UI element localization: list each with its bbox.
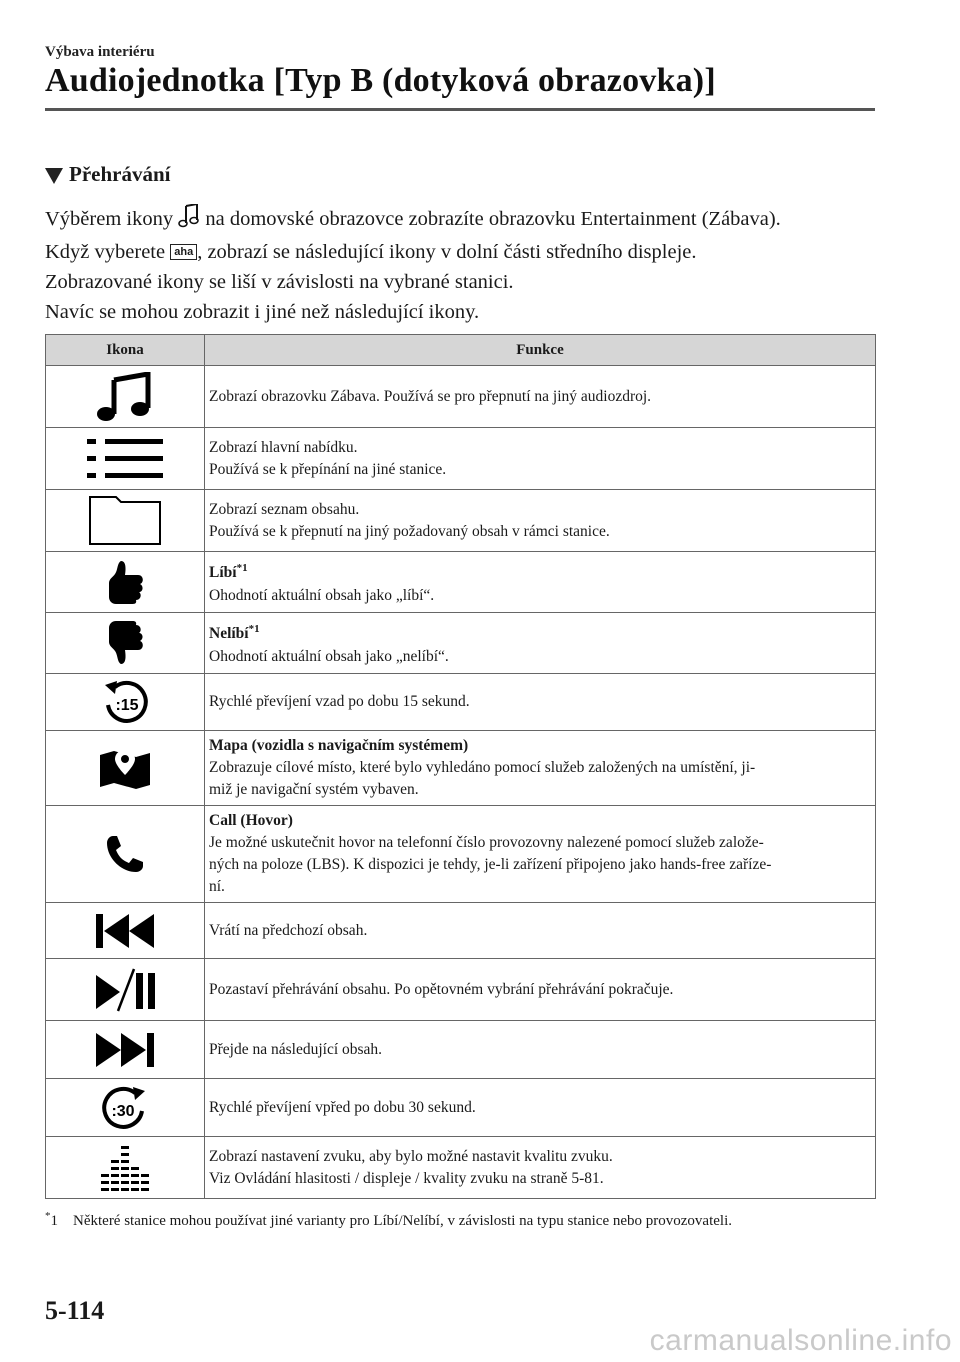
previous-track-icon (46, 903, 205, 959)
desc-line: Používá se k přepínání na jiné stanice. (209, 460, 447, 478)
intro-text (45, 204, 875, 327)
table-row (46, 1021, 876, 1079)
row-description (205, 1021, 876, 1079)
desc-line: miž je navigační systém vybaven. (209, 781, 419, 798)
desc-line: Používá se k přepnutí na jiný požadovaný obsah v rámci stanice. (209, 522, 610, 540)
desc-line: Zobrazuje cílové místo, které bylo vyhledáno pomocí služeb založených na umístění, ji- (209, 759, 756, 776)
row-description (205, 1079, 876, 1137)
footnote-text: Některé stanice mohou používat jiné varianty pro Líbí/Nelíbí, v závislosti na typu stanice nebo provozovateli. (73, 1213, 732, 1229)
play-pause-icon (46, 959, 205, 1021)
desc-line: Rychlé převíjení vpřed po dobu 30 sekund. (209, 1098, 476, 1116)
desc-line: Pozastaví přehrávání obsahu. Po opětovném vybrání přehrávání pokračuje. (209, 980, 674, 998)
row-description (205, 613, 876, 674)
table-row (46, 366, 876, 428)
equalizer-icon (46, 1137, 205, 1199)
desc-line: Přejde na následující obsah. (209, 1040, 383, 1058)
footnote-ref: *1 (236, 562, 248, 575)
row-description (205, 731, 876, 806)
intro-line-4: Navíc se mohou zobrazit i jiné než následující ikony. (45, 301, 480, 323)
intro-line-2 (45, 237, 875, 267)
footnote-ref: *1 (248, 623, 260, 636)
table-row (46, 806, 876, 903)
desc-line: Je možné uskutečnit hovor na telefonní číslo provozovny nalezené pomocí služeb založe- (209, 834, 764, 851)
folder-icon (46, 490, 205, 552)
section-heading (45, 162, 170, 187)
row-description (205, 674, 876, 731)
list-menu-icon (46, 428, 205, 490)
row-description (205, 903, 876, 959)
table-row (46, 903, 876, 959)
intro-line-3: Zobrazované ikony se liší v závislosti na vybrané stanici. (45, 271, 514, 293)
thumbs-up-icon (46, 552, 205, 613)
intro-line-2-end: , zobrazí se následující ikony v dolní části středního displeje. (197, 241, 697, 263)
row-title-text: Líbí (209, 564, 237, 582)
desc-line: Viz Ovládání hlasitosti / displeje / kvality zvuku na straně 5-81. (209, 1169, 604, 1187)
desc-line: Ohodnotí aktuální obsah jako „líbí“. (209, 586, 435, 604)
watermark: carmanualsonline.info (649, 1324, 952, 1357)
footnote-mark: * (45, 1210, 51, 1222)
desc-line: Zobrazí nastavení zvuku, aby bylo možné nastavit kvalitu zvuku. (209, 1147, 613, 1165)
next-track-icon (46, 1021, 205, 1079)
table-row (46, 552, 876, 613)
intro-line-1-end: na domovské obrazovce zobrazíte obrazovku Entertainment (Zábava). (205, 208, 781, 230)
table-row (46, 959, 876, 1021)
desc-line: ní. (209, 878, 225, 895)
row-description (205, 366, 876, 428)
row-description (205, 552, 876, 613)
intro-line-1 (45, 204, 875, 237)
map-icon (46, 731, 205, 806)
rewind-15-icon (46, 674, 205, 731)
row-title: Call (Hovor) (209, 812, 293, 829)
thumbs-down-icon (46, 613, 205, 674)
table-row (46, 428, 876, 490)
table-row (46, 613, 876, 674)
forward-30-icon (46, 1079, 205, 1137)
page-title: Audiojednotka [Typ B (dotyková obrazovka)] (45, 62, 716, 99)
desc-line: Zobrazí seznam obsahu. (209, 500, 360, 518)
desc-line: ných na poloze (LBS). K dispozici je tehdy, je-li zařízení připojeno jako hands-free zaříze- (209, 856, 772, 873)
music-note-icon (178, 204, 200, 237)
desc-line: Vrátí na předchozí obsah. (209, 921, 368, 939)
footnote (45, 1210, 732, 1230)
row-title (209, 557, 867, 584)
row-description (205, 490, 876, 552)
row-description (205, 1137, 876, 1199)
table-row (46, 490, 876, 552)
intro-line-1-start: Výběrem ikony (45, 208, 174, 230)
table-header-row (46, 335, 876, 366)
desc-line: Zobrazí obrazovku Zábava. Používá se pro přepnutí na jiný audiozdroj. (209, 387, 652, 405)
table-row (46, 674, 876, 731)
desc-line: Zobrazí hlavní nabídku. (209, 438, 358, 456)
triangle-bullet-icon (45, 168, 63, 184)
intro-line-2-start: Když vyberete (45, 241, 166, 263)
row-title: Mapa (vozidla s navigačním systémem) (209, 737, 469, 754)
row-title (209, 618, 867, 645)
desc-line: Rychlé převíjení vzad po dobu 15 sekund. (209, 693, 470, 710)
table-row (46, 1079, 876, 1137)
footnote-number: 1 (50, 1213, 58, 1229)
header-function: Funkce (205, 335, 876, 366)
breadcrumb: Výbava interiéru (45, 44, 155, 60)
icon-function-table (45, 334, 876, 1199)
page-number: 5-114 (45, 1296, 105, 1325)
phone-icon (46, 806, 205, 903)
header-icon: Ikona (46, 335, 205, 366)
rewind-label: :15 (115, 697, 139, 714)
row-title-text: Nelíbí (209, 625, 249, 643)
section-title: Přehrávání (69, 162, 171, 186)
row-description (205, 428, 876, 490)
table-row (46, 731, 876, 806)
row-description (205, 806, 876, 903)
row-description (205, 959, 876, 1021)
aha-icon: aha (170, 244, 197, 260)
table-row (46, 1137, 876, 1199)
forward-label: :30 (111, 1102, 135, 1120)
music-note-icon (46, 366, 205, 428)
title-divider (45, 108, 875, 111)
desc-line: Ohodnotí aktuální obsah jako „nelíbí“. (209, 647, 449, 665)
